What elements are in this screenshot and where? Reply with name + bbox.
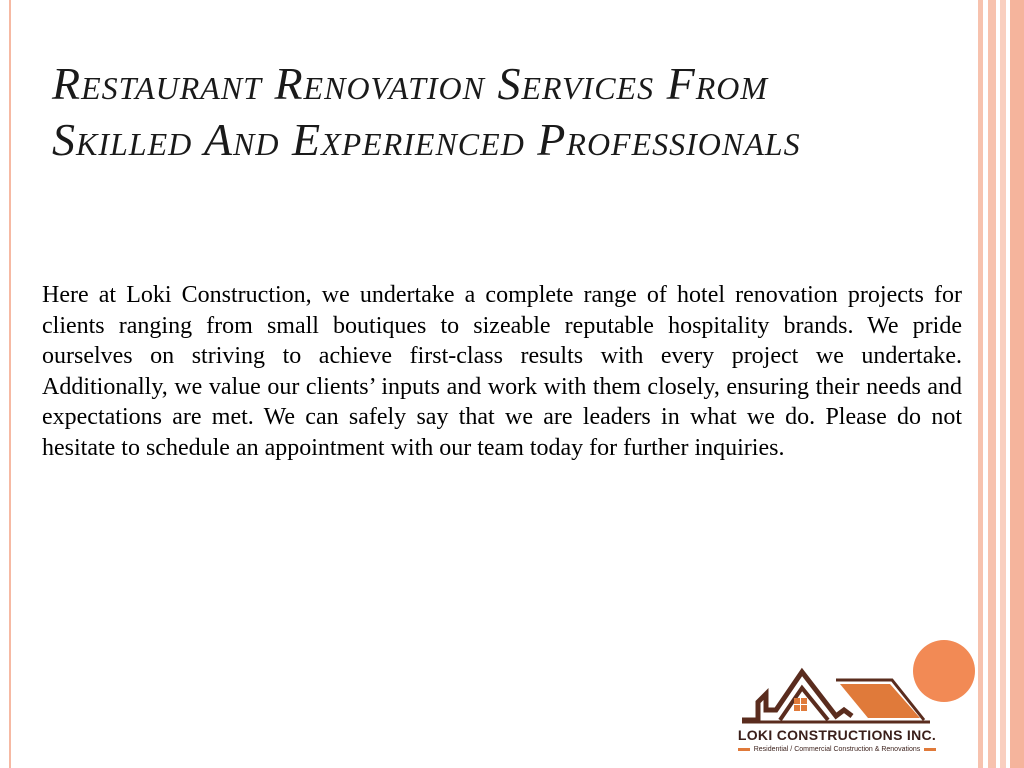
logo-dash [738,748,750,751]
left-border-line [9,0,11,768]
body-paragraph: Here at Loki Construction, we undertake a complete range of hotel renovation projects for clients ranging from small boutiques to sizeable reputable hospitality brands. We pride ourselves on striving to achieve first-class results with every project we undertake. Additionally, we value our clients’ inputs and work with them closely, ensuring their needs and expectations are met. We can safely say that we are leaders in what we do. Please do not hesitate to schedule an appointment with our team today for further inquiries. [42,282,962,461]
house-roof-icon [740,660,950,726]
logo-tagline-row [722,746,952,753]
right-stripe [988,0,996,768]
logo-dash [924,748,936,751]
logo-company-name: LOKI CONSTRUCTIONS INC. [737,727,937,743]
slide-title-line-2: Skilled And Experienced Professionals [52,114,801,165]
right-stripe [1010,0,1024,768]
company-logo [722,660,962,768]
logo-tagline: Residential / Commercial Construction & Renovations [753,746,921,753]
right-stripe [1000,0,1006,768]
slide-title-line-1: Restaurant Renovation Services From [52,58,769,109]
slide-title [52,56,982,168]
